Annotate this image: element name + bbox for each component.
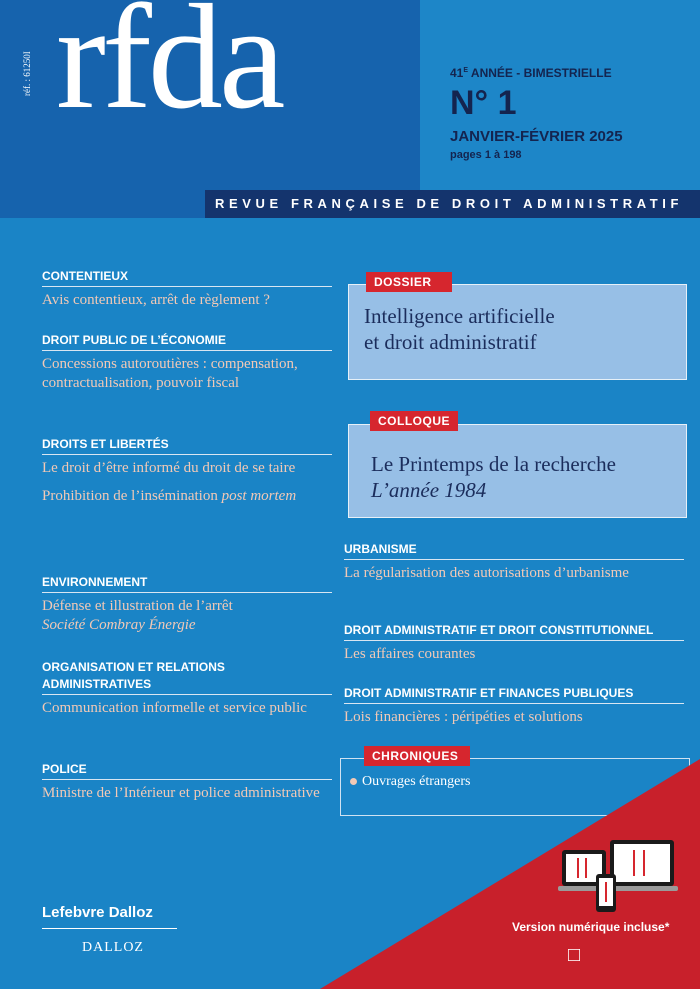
section-heading: DROIT ADMINISTRATIF ET FINANCES PUBLIQUES — [344, 685, 684, 704]
section-police — [42, 761, 332, 803]
article-title[interactable]: Le droit d’être informé du droit de se taire — [42, 460, 296, 476]
section-heading: DROIT PUBLIC DE L’ÉCONOMIE — [42, 332, 332, 351]
article-title[interactable]: Ministre de l’Intérieur et police administrative — [42, 785, 320, 801]
section-droits-libertes — [42, 436, 332, 506]
version-numerique: Version numérique incluse* — [512, 920, 670, 934]
section-heading: POLICE — [42, 761, 332, 780]
section-environnement — [42, 574, 332, 635]
section-droit-constitutionnel — [344, 622, 684, 664]
issue-number: N° 1 — [450, 84, 517, 122]
section-droit-public-economie — [42, 332, 332, 393]
article-title[interactable]: Concessions autoroutières : compensation, contractualisation, pouvoir fiscal — [42, 356, 298, 391]
article-title[interactable]: Lois financières : péripéties et solutions — [344, 709, 583, 725]
dossier-title: Intelligence artificielle et droit administratif — [364, 304, 555, 354]
imprint-logo: DALLOZ — [82, 940, 144, 955]
article-title[interactable]: Prohibition de l’insémination post mortem — [42, 488, 297, 504]
journal-logo: rfda — [56, 0, 282, 140]
section-heading: URBANISME — [344, 541, 684, 560]
section-heading: ENVIRONNEMENT — [42, 574, 332, 593]
reference-code: réf. : 61250I — [22, 51, 32, 96]
chroniques-item[interactable]: Ouvrages étrangers — [350, 774, 470, 790]
article-title[interactable]: Défense et illustration de l’arrêt Société Combray Énergie — [42, 598, 233, 633]
publisher-divider — [42, 928, 177, 929]
section-heading: DROITS ET LIBERTÉS — [42, 436, 332, 455]
section-organisation — [42, 659, 332, 718]
dossier-tag: DOSSIER — [366, 272, 452, 292]
issue-date: JANVIER-FÉVRIER 2025 — [450, 128, 623, 145]
journal-subtitle: REVUE FRANÇAISE DE DROIT ADMINISTRATIF — [215, 196, 684, 211]
devices-icon — [558, 838, 678, 918]
article-title[interactable]: La régularisation des autorisations d’urbanisme — [344, 565, 629, 581]
publisher-logo: Lefebvre Dalloz — [42, 904, 153, 921]
section-heading: CONTENTIEUX — [42, 268, 332, 287]
dossier-box[interactable] — [348, 284, 687, 380]
article-title[interactable]: Communication informelle et service public — [42, 700, 307, 716]
section-urbanisme — [344, 541, 684, 583]
android-icon[interactable]: □ — [568, 944, 581, 966]
apple-icon[interactable] — [593, 944, 609, 966]
colloque-box[interactable] — [348, 424, 687, 518]
year-edition: $41^E$ ANNÉE - BIMESTRIELLE — [450, 66, 612, 80]
section-contentieux — [42, 268, 332, 310]
article-title[interactable]: Les affaires courantes — [344, 646, 476, 662]
section-heading: DROIT ADMINISTRATIF ET DROIT CONSTITUTIONNEL — [344, 622, 684, 641]
section-heading: ORGANISATION ET RELATIONS ADMINISTRATIVES — [42, 659, 332, 695]
article-title[interactable]: Avis contentieux, arrêt de règlement ? — [42, 292, 270, 308]
colloque-tag: COLLOQUE — [370, 411, 458, 431]
colloque-title: Le Printemps de la recherche L’année 1984 — [371, 452, 616, 502]
issue-pages: pages 1 à 198 — [450, 149, 522, 161]
chroniques-tag: CHRONIQUES — [364, 746, 470, 766]
os-icons — [568, 944, 609, 967]
section-finances-publiques — [344, 685, 684, 727]
